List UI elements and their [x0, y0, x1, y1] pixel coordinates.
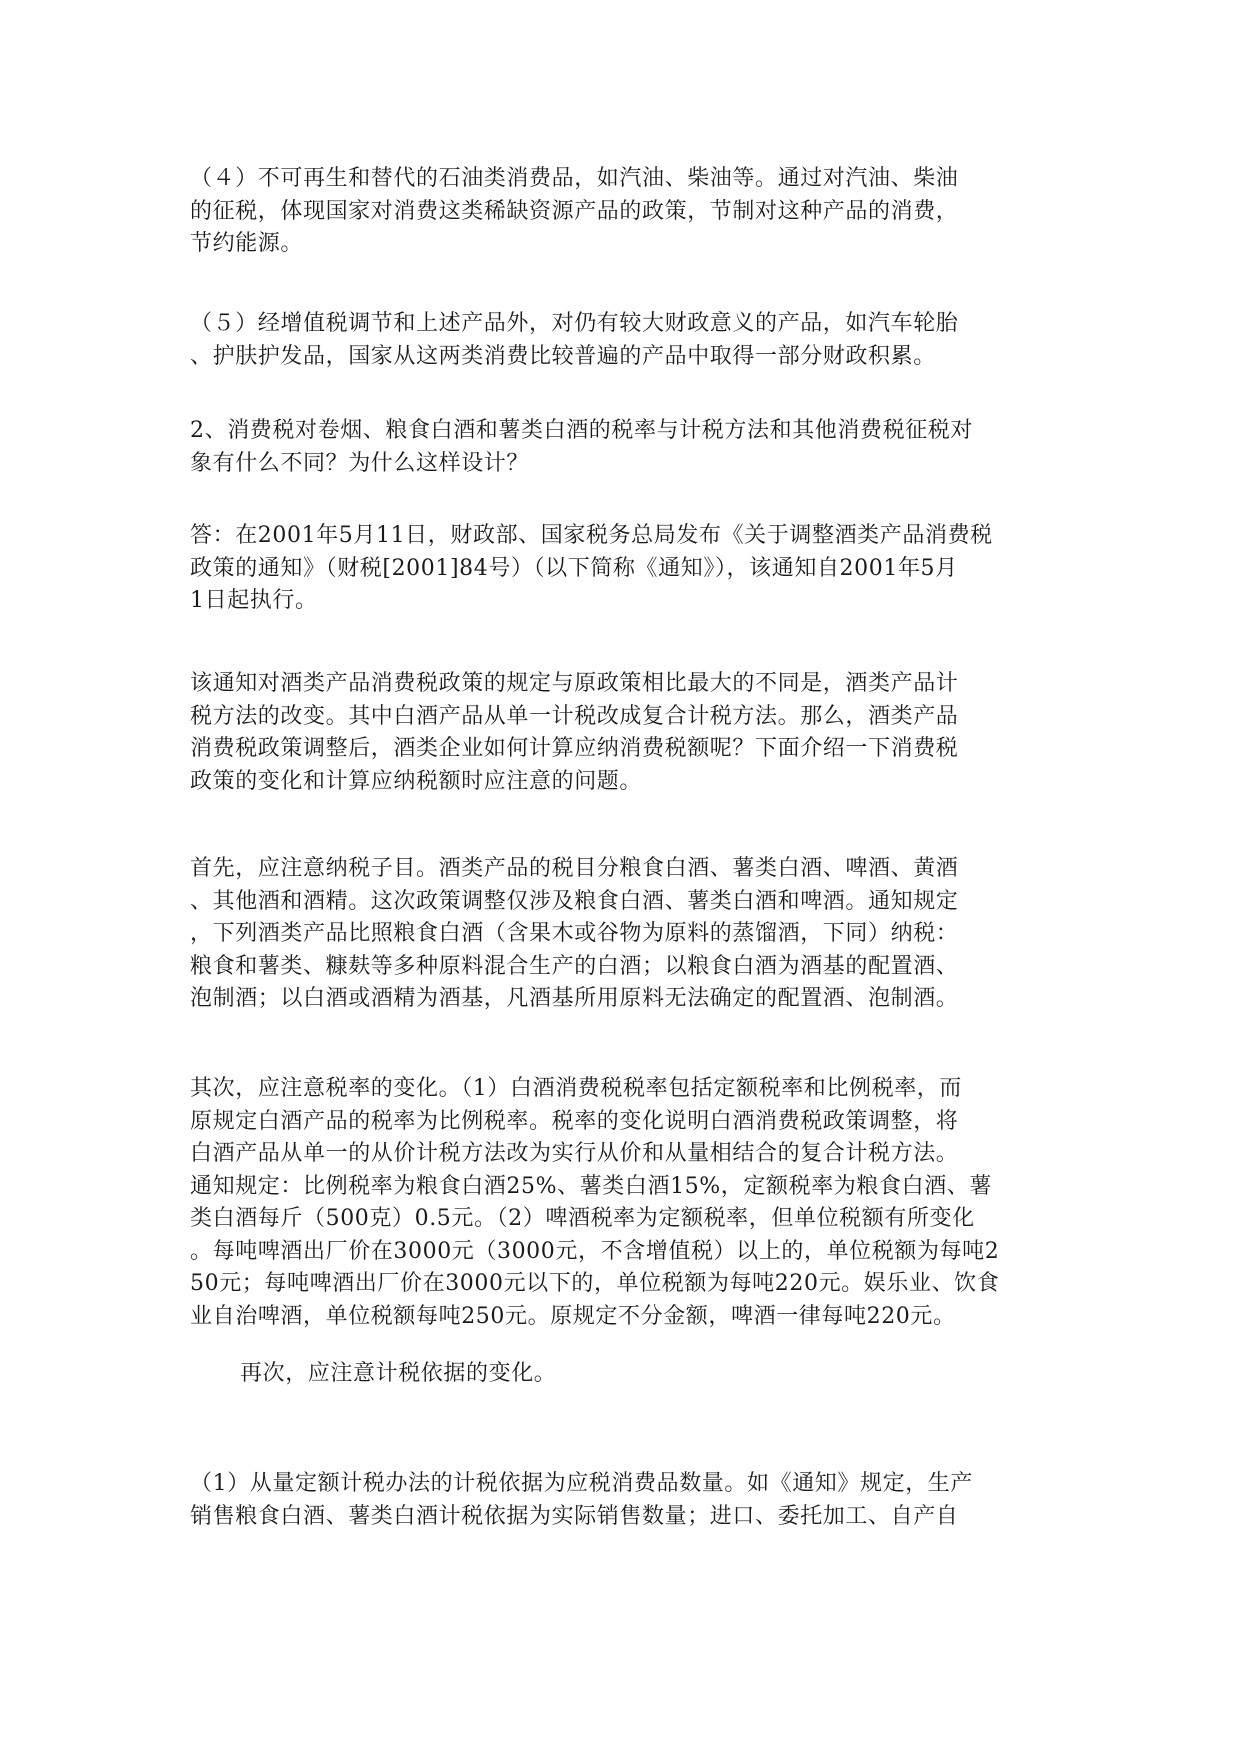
text-line: 再次，应注意计税依据的变化。: [240, 1361, 557, 1386]
paragraph-second-tax-rates: [190, 1073, 1050, 1333]
paragraph-question-2: [190, 415, 1050, 480]
text-line: 该通知对酒类产品消费税政策的规定与原政策相比最大的不同是，酒类产品计: [190, 671, 959, 696]
text-line: 泡制酒；以白酒或酒精为酒基，凡酒基所用原料无法确定的配置酒、泡制酒。: [190, 986, 959, 1011]
text-line: 政策的变化和计算应纳税额时应注意的问题。: [190, 768, 643, 794]
text-line: 税方法的改变。其中白酒产品从单一计税改成复合计税方法。那么，酒类产品: [190, 703, 959, 729]
text-line: （５）经增值税调节和上述产品外，对仍有较大财政意义的产品，如汽车轮胎: [190, 311, 959, 336]
paragraph-third-tax-basis: [190, 1358, 1100, 1391]
text-line: 。每吨啤酒出厂价在3000元（3000元，不含增值税）以上的，单位税额为每吨2: [190, 1238, 1000, 1264]
text-line: 的征税，体现国家对消费这类稀缺资源产品的政策，节制对这种产品的消费，: [190, 198, 959, 224]
text-line: 、其他酒和酒精。这次政策调整仅涉及粮食白酒、薯类白酒和啤酒。通知规定: [190, 888, 959, 914]
text-line: （1）从量定额计税办法的计税依据为应税消费品数量。如《通知》规定，生产: [190, 1471, 973, 1496]
text-line: 50元；每吨啤酒出厂价在3000元以下的，单位税额为每吨220元。娱乐业、饮食: [190, 1271, 1000, 1296]
text-line: 销售粮食白酒、薯类白酒计税依据为实际销售数量；进口、委托加工、自产自: [190, 1503, 959, 1529]
paragraph-answer-intro: [190, 520, 1050, 618]
text-line: 白酒产品从单一的从价计税方法改为实行从价和从量相结合的复合计税方法。: [190, 1141, 959, 1166]
text-line: 、护肤护发品，国家从这两类消费比较普遍的产品中取得一部分财政积累。: [190, 343, 936, 369]
paragraph-fiscal-products: [190, 308, 1050, 373]
text-line: 节约能源。: [190, 231, 304, 256]
text-line: 原规定白酒产品的税率为比例税率。税率的变化说明白酒消费税政策调整，将: [190, 1108, 959, 1134]
text-line: 类白酒每斤（500克）0.5元。（2）啤酒税率为定额税率，但单位税额有所变化: [190, 1206, 975, 1231]
text-line: 消费税政策调整后，酒类企业如何计算应纳消费税额呢？下面介绍一下消费税: [190, 736, 959, 761]
paragraph-quantity-basis: [190, 1468, 1050, 1533]
text-line: 1日起执行。: [190, 588, 318, 613]
text-line: 粮食和薯类、糠麸等多种原料混合生产的白酒；以粮食白酒为酒基的配置酒、: [190, 953, 959, 979]
text-line: 其次，应注意税率的变化。（1）白酒消费税税率包括定额税率和比例税率，而: [190, 1076, 962, 1101]
text-line: 象有什么不同？为什么这样设计？: [190, 450, 530, 476]
paragraph-petroleum-products: [190, 163, 1050, 261]
text-line: 2、消费税对卷烟、粮食白酒和薯类白酒的税率与计税方法和其他消费税征税对: [190, 418, 973, 443]
paragraph-first-tax-items: [190, 853, 1050, 1016]
text-line: （４）不可再生和替代的石油类消费品，如汽油、柴油等。通过对汽油、柴油: [190, 166, 959, 191]
text-line: ，下列酒类产品比照粮食白酒（含果木或谷物为原料的蒸馏酒，下同）纳税：: [190, 921, 959, 946]
text-line: 答：在2001年5月11日，财政部、国家税务总局发布《关于调整酒类产品消费税: [190, 523, 993, 548]
paragraph-notice-differences: [190, 668, 1050, 798]
text-line: 政策的通知》（财税[2001]84号）（以下简称《通知》），该通知自2001年5月: [190, 555, 958, 581]
text-line: 业自治啤酒，单位税额每吨250元。原规定不分金额，啤酒一律每吨220元。: [190, 1303, 956, 1329]
text-line: 首先，应注意纳税子目。酒类产品的税目分粮食白酒、薯类白酒、啤酒、黄酒: [190, 856, 959, 881]
text-line: 通知规定：比例税率为粮食白酒25%、薯类白酒15%，定额税率为粮食白酒、薯: [190, 1173, 992, 1199]
